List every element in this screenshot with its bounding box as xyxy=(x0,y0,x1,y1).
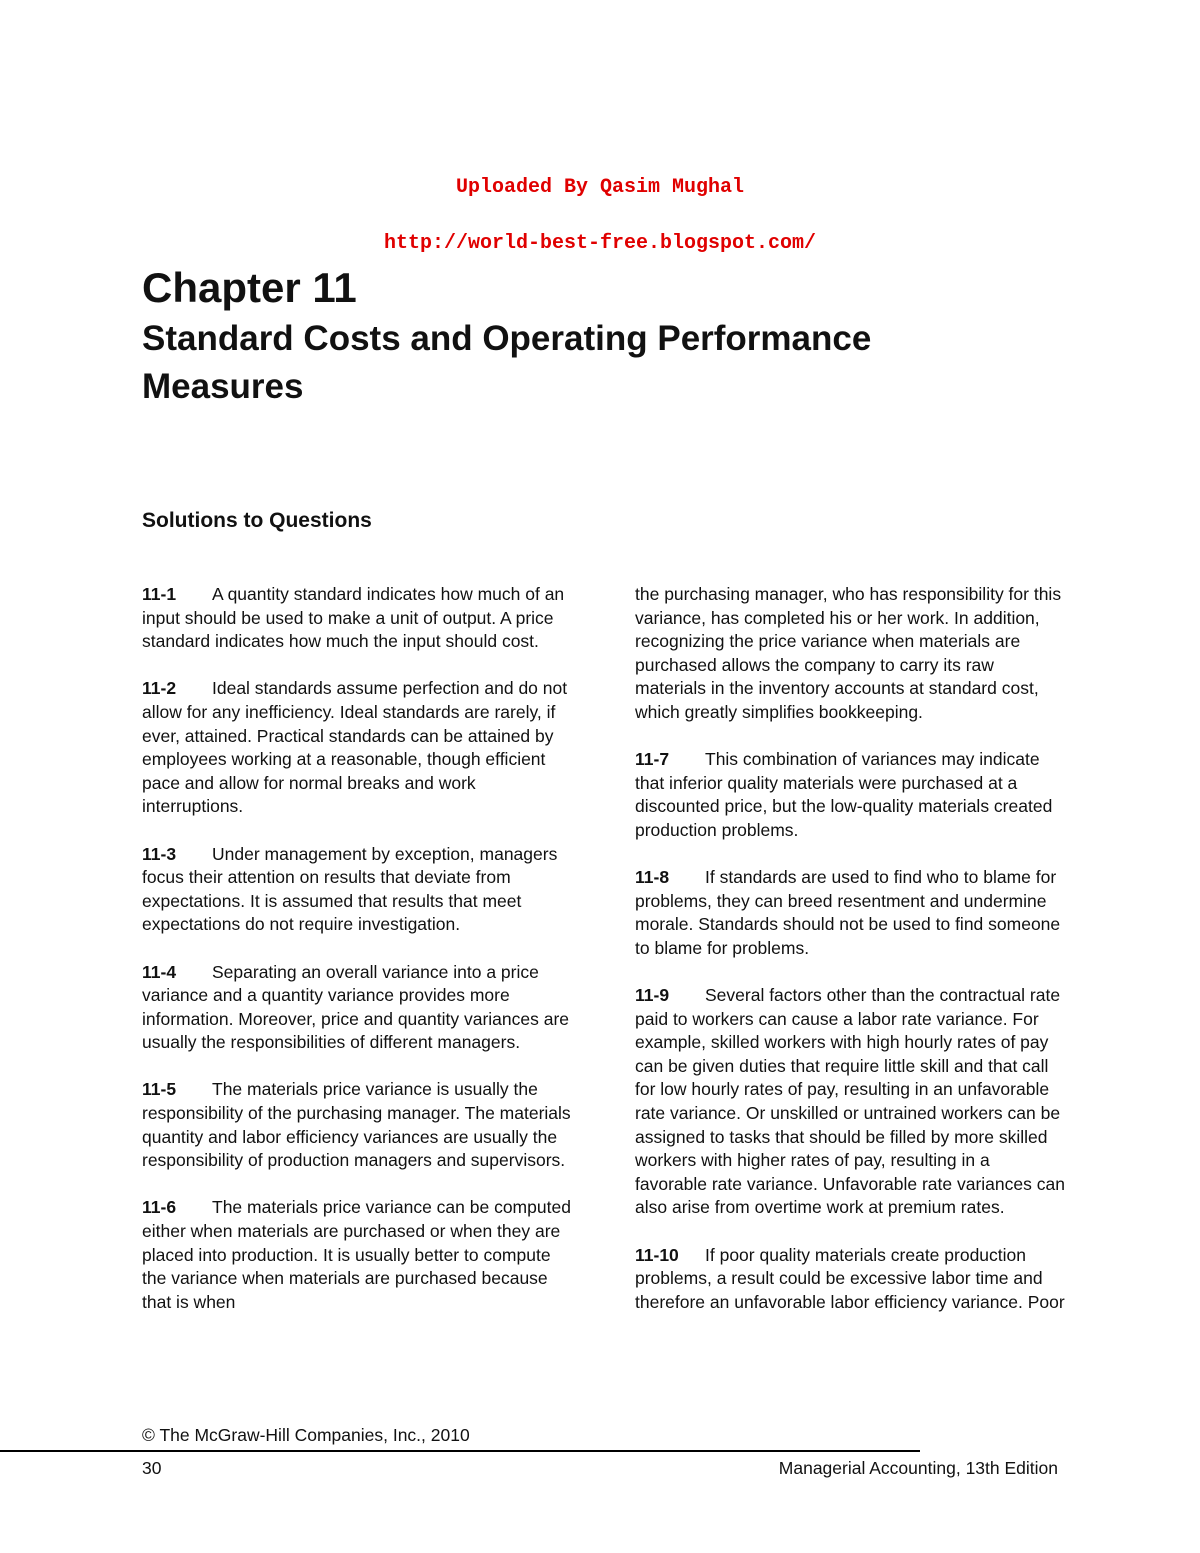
question-answer xyxy=(142,1078,572,1172)
page-number: 30 xyxy=(142,1458,162,1478)
question-number: 11-6 xyxy=(142,1197,177,1218)
question-answer xyxy=(635,984,1065,1220)
answer-text: Under management by exception, managers focus their attention on results that deviate from expectations. It is assumed that results that meet expectations do not require investigation. xyxy=(142,843,558,935)
question-number: 11-2 xyxy=(142,678,177,699)
answer-text: Ideal standards assume perfection and do not allow for any inefficiency. Ideal standards are rarely, if ever, attained. Practical standards can be attained by employees working at a reasonable, though efficient pace and allow for normal breaks and work interruptions. xyxy=(142,678,568,817)
section-heading: Solutions to Questions xyxy=(142,509,372,532)
question-answer xyxy=(635,866,1065,960)
left-column xyxy=(142,583,572,1338)
book-title: Managerial Accounting, 13th Edition xyxy=(778,1458,1058,1478)
question-answer xyxy=(635,1244,1065,1315)
uploader-credit: Uploaded By Qasim Mughal xyxy=(455,176,745,199)
question-number: 11-3 xyxy=(142,843,177,864)
question-number: 11-4 xyxy=(142,961,177,982)
question-number: 11-5 xyxy=(142,1079,177,1100)
copyright-notice: © The McGraw-Hill Companies, Inc., 2010 xyxy=(142,1425,470,1445)
chapter-title: Chapter 11 xyxy=(142,264,357,311)
question-number: 11-9 xyxy=(635,985,670,1006)
answer-text: The materials price variance can be computed either when materials are purchased or when they are placed into production. It is usually better to compute the variance when materials are purchased because that is when xyxy=(142,1197,571,1312)
question-number: 11-10 xyxy=(635,1244,679,1265)
answer-text: If standards are used to find who to blame for problems, they can breed resentment and undermine morale. Standards should not be used to find someone to blame for problems. xyxy=(635,867,1061,958)
question-number: 11-1 xyxy=(142,584,177,604)
answer-continuation: the purchasing manager, who has responsibility for this variance, has completed his or her work. In addition, recognizing the price variance when materials are purchased allows the company to carry its raw materials in the inventory accounts at standard cost, which greatly simplifies bookkeeping. xyxy=(635,584,1062,722)
question-answer xyxy=(142,961,572,1055)
question-number: 11-8 xyxy=(635,867,670,888)
right-column xyxy=(635,583,1065,1338)
question-answer xyxy=(142,583,572,654)
question-answer xyxy=(142,843,572,937)
upload-url: http://world-best-free.blogspot.com/ xyxy=(383,232,817,255)
footer-rule xyxy=(0,1450,920,1452)
question-number: 11-7 xyxy=(635,749,670,770)
answer-text: This combination of variances may indicate that inferior quality materials were purchased at a discounted price, but the low-quality materials created production problems. xyxy=(635,749,1053,840)
question-answer xyxy=(142,1196,572,1314)
question-answer xyxy=(142,677,572,819)
answer-text: The materials price variance is usually the responsibility of the purchasing manager. The materials quantity and labor efficiency variances are usually the responsibility of production managers and supervisors. xyxy=(142,1079,571,1171)
answer-text: Several factors other than the contractual rate paid to workers can cause a labor rate variance. For example, skilled workers with high hourly rates of pay can be given duties that require little skill and that call for low hourly rates of pay, resulting in an unfavorable rate variance. Or unskilled or untrained workers can be assigned to tasks that should be filled by more skilled workers with higher rates of pay, resulting in a favorable rate variance. Unfavorable rate variances can also arise from overtime work at premium rates. xyxy=(635,985,1065,1218)
question-answer xyxy=(635,748,1065,842)
answer-text: If poor quality materials create production problems, a result could be excessive labor time and therefore an unfavorable labor efficiency variance. Poor xyxy=(635,1244,1065,1312)
answer-text: Separating an overall variance into a price variance and a quantity variance provides more information. Moreover, price and quantity variances are usually the responsibilities of different managers. xyxy=(142,961,570,1053)
answer-text: A quantity standard indicates how much of an input should be used to make a unit of output. A price standard indicates how much the input should cost. xyxy=(142,584,565,652)
chapter-subtitle: Standard Costs and Operating Performance Measures xyxy=(142,319,872,406)
